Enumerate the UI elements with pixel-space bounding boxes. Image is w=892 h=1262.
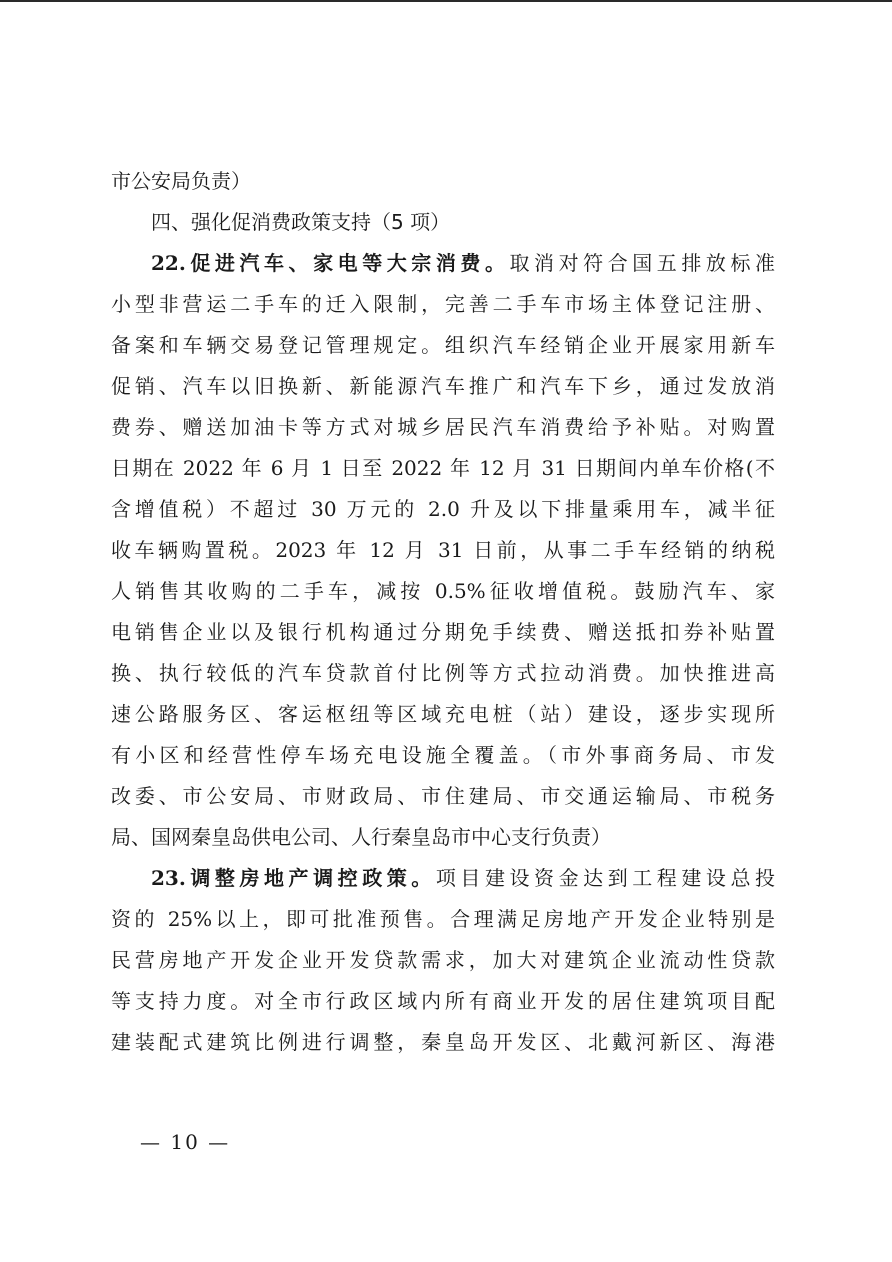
text-line: 电销售企业以及银行机构通过分期免手续费、赠送抵扣券补贴置	[111, 620, 775, 644]
item-23	[111, 858, 775, 1063]
item-23-first-line	[111, 858, 775, 899]
text-line: 促销、汽车以旧换新、新能源汽车推广和汽车下乡，通过发放消	[111, 374, 775, 398]
text-line: 换、执行较低的汽车贷款首付比例等方式拉动消费。加快推进高	[111, 661, 775, 685]
text-line: 含增值税）不超过 30 万元的 2.0 升及以下排量乘用车，减半征	[111, 497, 775, 521]
text-line: 备案和车辆交易登记管理规定。组织汽车经销企业开展家用新车	[111, 333, 775, 357]
text-line: 市公安局负责）	[111, 169, 251, 193]
item-22-title: 22.促进汽车、家电等大宗消费。	[151, 251, 510, 275]
item-23-title: 23.调整房地产调控政策。	[151, 866, 436, 890]
item-23-first-line-text: 项目建设资金达到工程建设总投	[435, 866, 776, 890]
text-line: 民营房地产开发企业开发贷款需求，加大对建筑企业流动性贷款	[111, 948, 775, 972]
text-line: 改委、市公安局、市财政局、市住建局、市交通运输局、市税务	[111, 784, 775, 808]
text-line: 人销售其收购的二手车，减按 0.5%征收增值税。鼓励汽车、家	[111, 579, 775, 603]
text-line: 有小区和经营性停车场充电设施全覆盖。（市外事商务局、市发	[111, 743, 775, 767]
page-number: — 10 —	[140, 1130, 231, 1154]
text-line: 资的 25%以上，即可批准预售。合理满足房地产开发企业特别是	[111, 907, 775, 931]
text-line: 建装配式建筑比例进行调整，秦皇岛开发区、北戴河新区、海港	[111, 1030, 775, 1054]
item-22-first-line-text: 取消对符合国五排放标准	[509, 251, 776, 275]
text-line: 费券、赠送加油卡等方式对城乡居民汽车消费给予补贴。对购置	[111, 415, 775, 439]
text-line: 速公路服务区、客运枢纽等区域充电桩（站）建设，逐步实现所	[111, 702, 775, 726]
top-border-line	[0, 0, 892, 2]
text-line: 局、国网秦皇岛供电公司、人行秦皇岛市中心支行负责）	[111, 825, 611, 849]
text-line: 日期在 2022 年 6 月 1 日至 2022 年 12 月 31 日期间内单车价格(不	[111, 456, 775, 480]
item-22-first-line	[111, 243, 775, 284]
item-22	[111, 243, 775, 858]
text-line: 小型非营运二手车的迁入限制，完善二手车市场主体登记注册、	[111, 292, 775, 316]
text-line: 等支持力度。对全市行政区域内所有商业开发的居住建筑项目配	[111, 989, 775, 1013]
document-body	[111, 161, 775, 1063]
section-heading: 四、强化促消费政策支持（5 项）	[151, 210, 451, 234]
text-line: 收车辆购置税。2023 年 12 月 31 日前，从事二手车经销的纳税	[111, 538, 775, 562]
